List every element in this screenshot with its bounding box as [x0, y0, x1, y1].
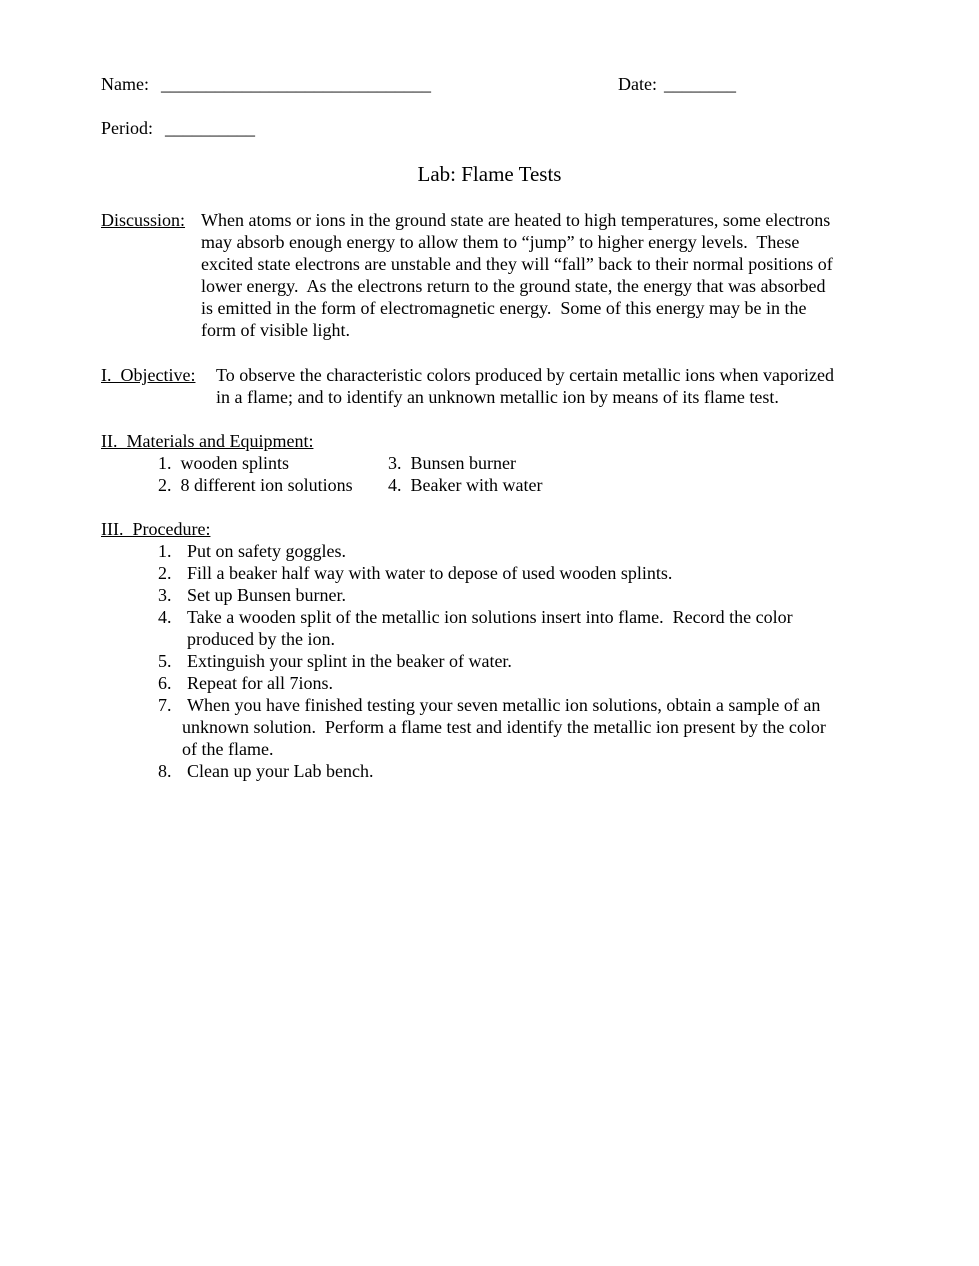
procedure-step-text: produced by the ion. — [187, 629, 335, 649]
date-label: Date: — [618, 74, 657, 94]
procedure-step-text: Repeat for all 7ions. — [187, 673, 333, 693]
discussion-line: form of visible light. — [201, 320, 350, 340]
procedure-step-number: 4. — [158, 607, 172, 627]
procedure-step-number: 3. — [158, 585, 172, 605]
procedure-step-text: Fill a beaker half way with water to depose of used wooden splints. — [187, 563, 673, 583]
materials-heading: II. Materials and Equipment: — [101, 431, 314, 451]
procedure-step-number: 2. — [158, 563, 172, 583]
procedure-step-text: Take a wooden split of the metallic ion solutions insert into flame. Record the color — [187, 607, 793, 627]
objective-line: in a flame; and to identify an unknown metallic ion by means of its flame test. — [216, 387, 779, 407]
procedure-heading: III. Procedure: — [101, 519, 211, 539]
objective-label: I. Objective: — [101, 365, 196, 385]
name-label: Name: — [101, 74, 149, 94]
period-blank: __________ — [165, 118, 255, 138]
procedure-step-text: Put on safety goggles. — [187, 541, 346, 561]
date-blank: ________ — [664, 74, 736, 94]
discussion-line: may absorb enough energy to allow them to “jump” to higher energy levels. These — [201, 232, 800, 252]
procedure-step-text: When you have finished testing your seven metallic ion solutions, obtain a sample of an — [187, 695, 821, 715]
discussion-line: excited state electrons are unstable and they will “fall” back to their normal positions of — [201, 254, 833, 274]
procedure-step-text: unknown solution. Perform a flame test and identify the metallic ion present by the color — [182, 717, 826, 737]
material-item: 2. 8 different ion solutions — [158, 475, 353, 495]
discussion-line: is emitted in the form of electromagnetic energy. Some of this energy may be in the — [201, 298, 807, 318]
procedure-step-number: 7. — [158, 695, 172, 715]
procedure-step-text: Set up Bunsen burner. — [187, 585, 346, 605]
material-item: 1. wooden splints — [158, 453, 290, 473]
period-label: Period: — [101, 118, 153, 138]
discussion-line: When atoms or ions in the ground state are heated to high temperatures, some electrons — [201, 210, 831, 230]
material-item: 3. Bunsen burner — [388, 453, 516, 473]
discussion-line: lower energy. As the electrons return to the ground state, the energy that was absorbed — [201, 276, 826, 296]
discussion-label: Discussion: — [101, 210, 186, 230]
procedure-step-number: 5. — [158, 651, 172, 671]
procedure-step-number: 8. — [158, 761, 172, 781]
procedure-step-number: 6. — [158, 673, 172, 693]
name-blank: ______________________________ — [161, 74, 431, 94]
procedure-step-text: Extinguish your splint in the beaker of water. — [187, 651, 512, 671]
procedure-step-text: Clean up your Lab bench. — [187, 761, 374, 781]
objective-line: To observe the characteristic colors produced by certain metallic ions when vaporized — [216, 365, 834, 385]
material-item: 4. Beaker with water — [388, 475, 543, 495]
page-title: Lab: Flame Tests — [417, 162, 562, 186]
procedure-step-number: 1. — [158, 541, 172, 561]
procedure-step-text: of the flame. — [182, 739, 274, 759]
